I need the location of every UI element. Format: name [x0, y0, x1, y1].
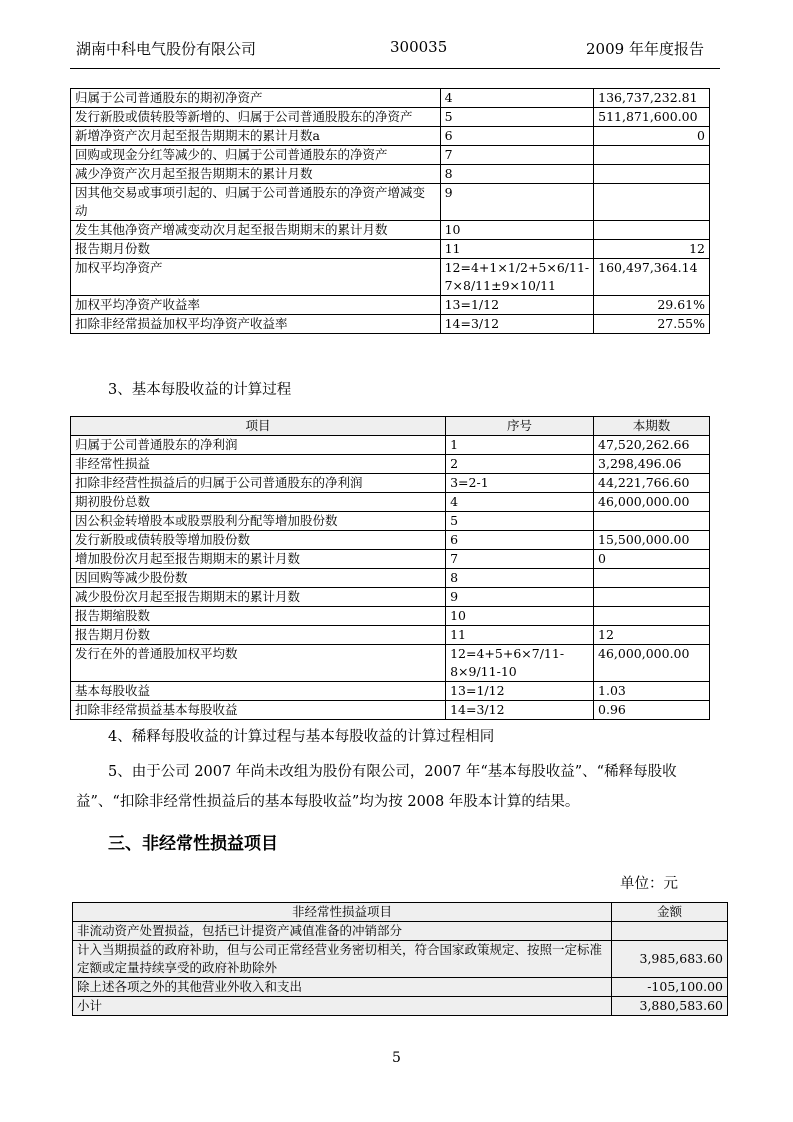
- row-seq: 6: [440, 127, 594, 146]
- row-seq: 3=2-1: [446, 474, 594, 493]
- header-rule: [70, 68, 720, 69]
- row-value: 511,871,600.00: [594, 108, 710, 127]
- row-item: 发行新股或债转股等增加股份数: [71, 531, 446, 550]
- table-header-row: [73, 903, 728, 922]
- row-seq: 8: [440, 165, 594, 184]
- table-row: [73, 997, 728, 1016]
- table-row: [71, 315, 710, 334]
- table-row: [71, 588, 710, 607]
- row-seq: 10: [440, 221, 594, 240]
- row-value: [594, 607, 710, 626]
- row-item: 增加股份次月起至报告期期末的累计月数: [71, 550, 446, 569]
- table-row: [71, 221, 710, 240]
- table-row: [71, 531, 710, 550]
- row-item: 除上述各项之外的其他营业外收入和支出: [73, 978, 612, 997]
- row-seq: 10: [446, 607, 594, 626]
- row-value: 46,000,000.00: [594, 645, 710, 682]
- row-seq: 7: [440, 146, 594, 165]
- table-row: [71, 455, 710, 474]
- row-seq: 5: [446, 512, 594, 531]
- table-row: [71, 682, 710, 701]
- row-item: 归属于公司普通股东的净利润: [71, 436, 446, 455]
- table-row: [71, 436, 710, 455]
- table-row: [71, 240, 710, 259]
- row-seq: 1: [446, 436, 594, 455]
- row-value: 47,520,262.66: [594, 436, 710, 455]
- row-value: 0: [594, 127, 710, 146]
- row-value: 12: [594, 240, 710, 259]
- row-value: [594, 588, 710, 607]
- table-row: [71, 89, 710, 108]
- row-value: [594, 221, 710, 240]
- row-item: 加权平均净资产: [71, 259, 441, 296]
- para-2007-note-line2: 益”、“扣除非经常性损益后的基本每股收益”均为按 2008 年股本计算的结果。: [76, 794, 580, 810]
- table-row: [71, 550, 710, 569]
- row-item: 扣除非经常损益基本每股收益: [71, 701, 446, 720]
- table-row: [71, 645, 710, 682]
- row-seq: 8: [446, 569, 594, 588]
- col-header-value: 本期数: [594, 417, 710, 436]
- row-value: 0.96: [594, 701, 710, 720]
- row-value: 29.61%: [594, 296, 710, 315]
- row-value: 44,221,766.60: [594, 474, 710, 493]
- row-item: 发行新股或债转股等新增的、归属于公司普通股股东的净资产: [71, 108, 441, 127]
- table-row: [71, 296, 710, 315]
- row-seq: 13=1/12: [446, 682, 594, 701]
- row-value: [594, 512, 710, 531]
- table-row: [73, 922, 728, 941]
- row-item: 减少股份次月起至报告期期末的累计月数: [71, 588, 446, 607]
- row-seq: 12=4+1×1/2+5×6/11-7×8/11±9×10/11: [440, 259, 594, 296]
- col-header-item: 非经常性损益项目: [73, 903, 612, 922]
- row-value: 3,985,683.60: [612, 941, 728, 978]
- row-seq: 11: [446, 626, 594, 645]
- row-value: -105,100.00: [612, 978, 728, 997]
- table-row: [71, 259, 710, 296]
- table-row: [73, 978, 728, 997]
- row-seq: 14=3/12: [446, 701, 594, 720]
- row-seq: 14=3/12: [440, 315, 594, 334]
- row-item: 基本每股收益: [71, 682, 446, 701]
- row-value: [594, 569, 710, 588]
- para-2007-note-line1: 5、由于公司 2007 年尚未改组为股份有限公司，2007 年“基本每股收益”、“稀释每股收: [108, 764, 677, 780]
- table-row: [73, 941, 728, 978]
- table-row: [71, 493, 710, 512]
- section-title: 三、非经常性损益项目: [108, 834, 278, 854]
- row-item: 回购或现金分红等减少的、归属于公司普通股东的净资产: [71, 146, 441, 165]
- header-code: 300035: [390, 38, 448, 56]
- row-seq: 11: [440, 240, 594, 259]
- table-row: [71, 146, 710, 165]
- table-header-row: [71, 417, 710, 436]
- row-value: [612, 922, 728, 941]
- table-row: [71, 165, 710, 184]
- row-seq: 7: [446, 550, 594, 569]
- row-item: 扣除非经营性损益后的归属于公司普通股东的净利润: [71, 474, 446, 493]
- row-seq: 9: [440, 184, 594, 221]
- header-company: 湖南中科电气股份有限公司: [76, 40, 257, 58]
- row-item: 报告期月份数: [71, 240, 441, 259]
- weighted-roe-table: [70, 88, 710, 334]
- row-seq: 5: [440, 108, 594, 127]
- row-item: 发行在外的普通股加权平均数: [71, 645, 446, 682]
- row-seq: 4: [446, 493, 594, 512]
- col-header-seq: 序号: [446, 417, 594, 436]
- row-item: 非流动资产处置损益，包括已计提资产减值准备的冲销部分: [73, 922, 612, 941]
- row-value: [594, 165, 710, 184]
- row-item: 期初股份总数: [71, 493, 446, 512]
- table-row: [71, 474, 710, 493]
- page-number: 5: [392, 1050, 401, 1066]
- row-seq: 9: [446, 588, 594, 607]
- row-item: 加权平均净资产收益率: [71, 296, 441, 315]
- row-value: [594, 184, 710, 221]
- row-item: 非经常性损益: [71, 455, 446, 474]
- table-row: [71, 127, 710, 146]
- section3-title: 3、基本每股收益的计算过程: [108, 382, 292, 398]
- eps-table: [70, 416, 710, 720]
- row-item: 小计: [73, 997, 612, 1016]
- row-value: 3,298,496.06: [594, 455, 710, 474]
- row-value: 1.03: [594, 682, 710, 701]
- row-item: 因其他交易或事项引起的、归属于公司普通股东的净资产增减变动: [71, 184, 441, 221]
- header-report: 2009 年年度报告: [586, 40, 704, 58]
- para-diluted-eps: 4、稀释每股收益的计算过程与基本每股收益的计算过程相同: [108, 729, 495, 745]
- row-item: 新增净资产次月起至报告期期末的累计月数a: [71, 127, 441, 146]
- row-value: 0: [594, 550, 710, 569]
- row-value: [594, 146, 710, 165]
- row-item: 报告期月份数: [71, 626, 446, 645]
- row-value: 136,737,232.81: [594, 89, 710, 108]
- row-item: 发生其他净资产增减变动次月起至报告期期末的累计月数: [71, 221, 441, 240]
- row-value: 160,497,364.14: [594, 259, 710, 296]
- table-row: [71, 626, 710, 645]
- non-recurring-table: [72, 902, 728, 1016]
- row-item: 扣除非经常损益加权平均净资产收益率: [71, 315, 441, 334]
- row-item: 因回购等减少股份数: [71, 569, 446, 588]
- row-value: 12: [594, 626, 710, 645]
- table-row: [71, 108, 710, 127]
- row-item: 归属于公司普通股东的期初净资产: [71, 89, 441, 108]
- row-item: 因公积金转增股本或股票股利分配等增加股份数: [71, 512, 446, 531]
- row-item: 计入当期损益的政府补助，但与公司正常经营业务密切相关，符合国家政策规定、按照一定标准定额或定量持续享受的政府补助除外: [73, 941, 612, 978]
- table-row: [71, 701, 710, 720]
- row-item: 报告期缩股数: [71, 607, 446, 626]
- row-value: 3,880,583.60: [612, 997, 728, 1016]
- row-seq: 2: [446, 455, 594, 474]
- table-row: [71, 184, 710, 221]
- row-value: 15,500,000.00: [594, 531, 710, 550]
- row-item: 减少净资产次月起至报告期期末的累计月数: [71, 165, 441, 184]
- row-seq: 12=4+5+6×7/11-8×9/11-10: [446, 645, 594, 682]
- row-value: 46,000,000.00: [594, 493, 710, 512]
- row-value: 27.55%: [594, 315, 710, 334]
- row-seq: 4: [440, 89, 594, 108]
- table-row: [71, 569, 710, 588]
- row-seq: 6: [446, 531, 594, 550]
- table-row: [71, 607, 710, 626]
- col-header-value: 金额: [612, 903, 728, 922]
- table-row: [71, 512, 710, 531]
- row-seq: 13=1/12: [440, 296, 594, 315]
- unit-label: 单位：元: [620, 876, 678, 892]
- col-header-item: 项目: [71, 417, 446, 436]
